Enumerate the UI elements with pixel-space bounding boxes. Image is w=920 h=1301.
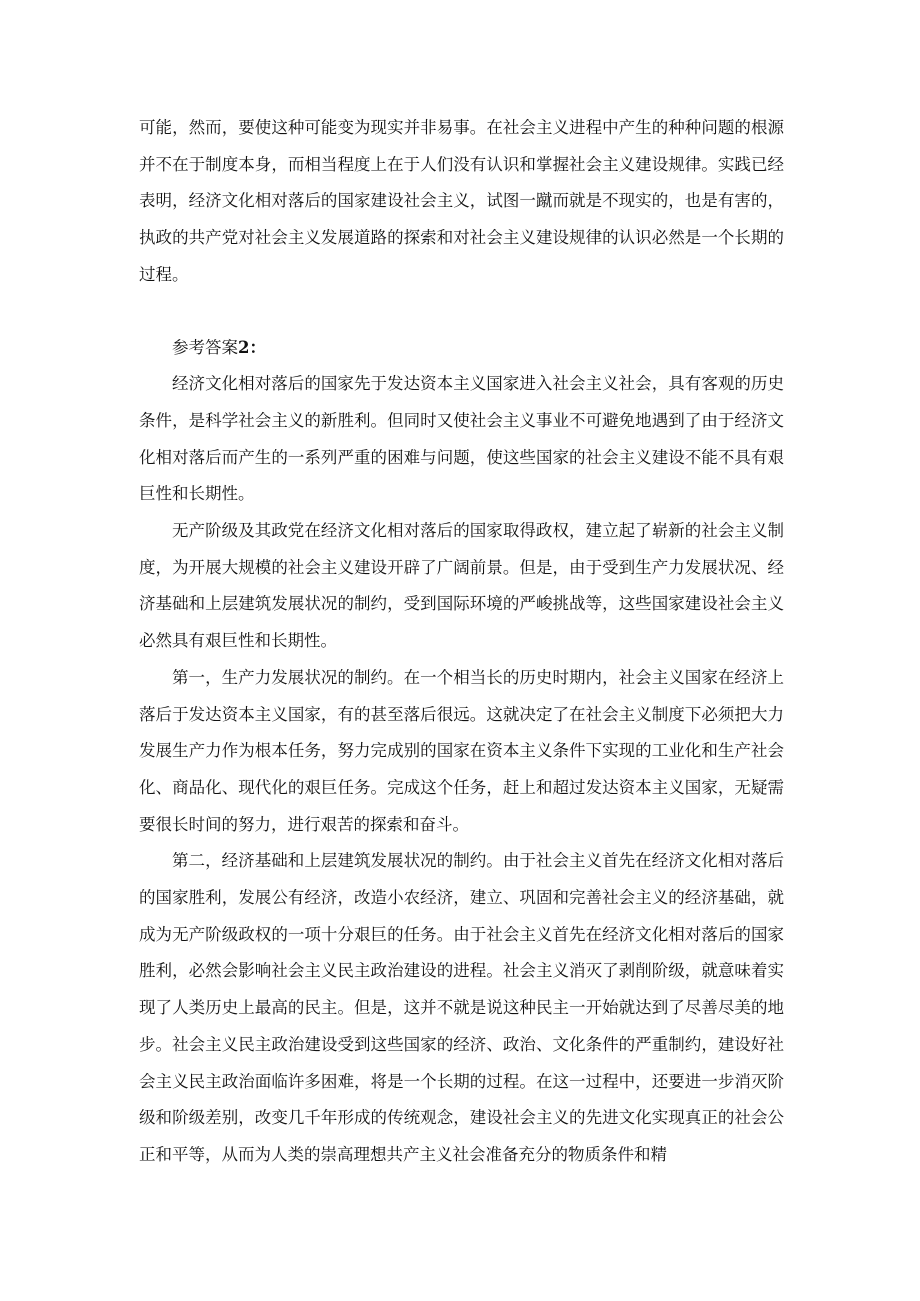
paragraph-overview: 无产阶级及其政党在经济文化相对落后的国家取得政权，建立起了崭新的社会主义制度，为开展大规模的社会主义建设开辟了广阔前景。但是，由于受到生产力发展状况、经济基础和上层建筑发展状况的制约，受到国际环境的严峻挑战等，这些国家建设社会主义必然具有艰巨性和长期性。 <box>139 521 784 651</box>
document-body <box>139 110 784 1174</box>
paragraph-continued: 可能，然而，要使这种可能变为现实并非易事。在社会主义进程中产生的种种问题的根源并不在于制度本身，而相当程度上在于人们没有认识和掌握社会主义建设规律。实践已经表明，经济文化相对落后的国家建设社会主义，试图一蹴而就是不现实的，也是有害的，执政的共产党对社会主义发展道路的探索和对社会主义建设规律的认识必然是一个长期的过程。 <box>139 118 784 284</box>
paragraph-gap <box>139 294 784 330</box>
answer-heading-number: 2： <box>238 337 266 357</box>
answer-heading <box>139 330 784 367</box>
paragraph-first-point: 第一，生产力发展状况的制约。在一个相当长的历史时期内，社会主义国家在经济上落后于发达资本主义国家，有的甚至落后很远。这就决定了在社会主义制度下必须把大力发展生产力作为根本任务，努力完成别的国家在资本主义条件下实现的工业化和生产社会化、商品化、现代化的艰巨任务。完成这个任务，赶上和超过发达资本主义国家，无疑需要很长时间的努力，进行艰苦的探索和奋斗。 <box>139 667 784 834</box>
paragraph-intro: 经济文化相对落后的国家先于发达资本主义国家进入社会主义社会，具有客观的历史条件，是科学社会主义的新胜利。但同时又使社会主义事业不可避免地遇到了由于经济文化相对落后而产生的一系列严重的困难与问题，使这些国家的社会主义建设不能不具有艰巨性和长期性。 <box>139 374 784 504</box>
paragraph-second-point: 第二，经济基础和上层建筑发展状况的制约。由于社会主义首先在经济文化相对落后的国家胜利，发展公有经济，改造小农经济，建立、巩固和完善社会主义的经济基础，就成为无产阶级政权的一项十分艰巨的任务。由于社会主义首先在经济文化相对落后的国家胜利，必然会影响社会主义民主政治建设的进程。社会主义消灭了剥削阶级，就意味着实现了人类历史上最高的民主。但是，这并不就是说这种民主一开始就达到了尽善尽美的地步。社会主义民主政治建设受到这些国家的经济、政治、文化条件的严重制约，建设好社会主义民主政治面临许多困难，将是一个长期的过程。在这一过程中，还要进一步消灭阶级和阶级差别，改变几千年形成的传统观念，建设社会主义的先进文化实现真正的社会公正和平等，从而为人类的崇高理想共产主义社会准备充分的物质条件和精 <box>139 851 784 1164</box>
answer-heading-label: 参考答案 <box>172 337 238 357</box>
